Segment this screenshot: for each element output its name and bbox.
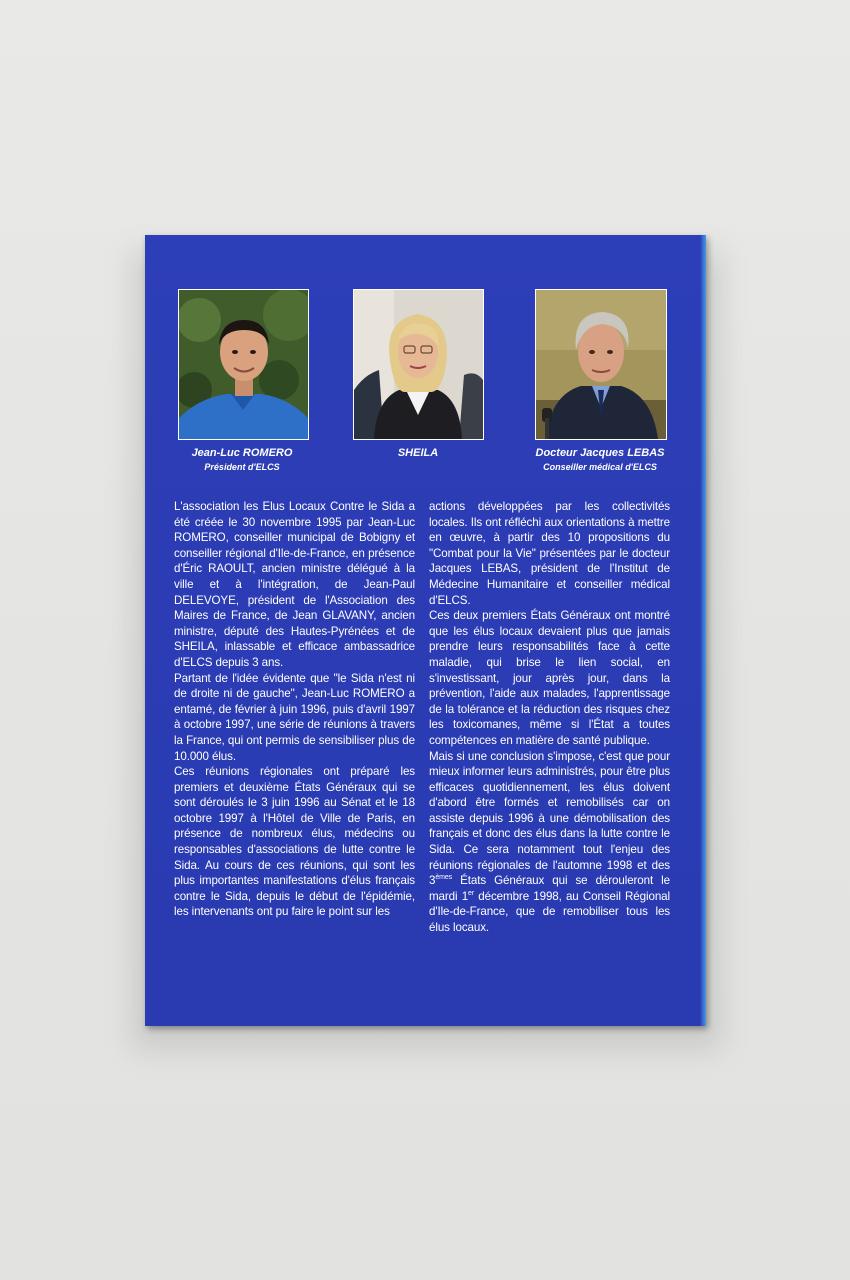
portrait-photo-lebas [535,289,667,440]
caption-romero [157,446,327,474]
paragraph: Ces deux premiers États Généraux ont montré que les élus locaux devaient plus que jamais prendre leurs responsabilités face à cette maladie, qui brise le lien social, en s'investissant, jour après jour, dans la prévention, l'aide aux malades, l'apprentissage de la tolérance et la réduction des risques chez les toxicomanes, même si l'État a toutes compétences en matière de santé publique. [429,609,670,747]
text-column-left [174,499,415,920]
caption-name: SHEILA [397,447,439,459]
text-run: Mais si une conclusion s'impose, c'est que pour mieux informer leurs administrés, pour être plus efficaces quotidiennement, les élus doivent d'abord être formés et remobilisés car on assiste depuis 1996 à une démobilisation des français et donc des élus dans la lutte contre le Sida. Ce sera notamment tout l'enjeu des réunions régionales de l'automne 1998 et des 3 [429,749,670,888]
caption-name: Docteur Jacques LEBAS [535,447,665,459]
caption-role: Conseiller médical d'ELCS [543,462,657,472]
paragraph: actions développées par les collectivités locales. Ils ont réfléchi aux orientations à mettre en œuvre, à partir des 10 propositions du "Combat pour la Vie" présentées par le docteur Jacques LEBAS, président de l'Institut de Médecine Humanitaire et conseiller médical d'ELCS. [429,500,670,607]
paragraph: Ces réunions régionales ont préparé les premiers et deuxième États Généraux qui se sont déroulés le 3 juin 1996 au Sénat et le 18 octobre 1997 à l'Hôtel de Ville de Paris, en présence de nombreux élus, médecins ou responsables d'associations de lutte contre le Sida. Au cours de ces réunions, qui sont les plus importantes manifestations d'élus français contre le Sida, depuis le début de l'épidémie, les intervenants ont pu faire le point sur les [174,765,415,919]
text-column-right [429,499,670,936]
book-page-edge [700,235,706,1026]
portrait-photo-romero [178,289,309,440]
text-run: États Généraux qui se dérouleront le mardi 1 [429,874,670,903]
book-back-cover [145,235,706,1026]
paragraph [429,749,670,936]
portrait-photo-sheila [353,289,484,440]
caption-name: Jean-Luc ROMERO [191,447,293,459]
superscript: èmes [435,874,453,882]
caption-sheila [333,446,503,460]
caption-role: Président d'ELCS [204,462,280,472]
text-run: décembre 1998, au Conseil Régional d'Ile-de-France, que de remobiliser tous les élus locaux. [429,889,670,935]
paragraph: L'association les Elus Locaux Contre le Sida a été créée le 30 novembre 1995 par Jean-Luc ROMERO, conseiller municipal de Bobigny et conseiller régional d'Ile-de-France, en présence d'Éric RAOULT, ancien ministre délégué à la ville et à l'intégration, de Jean-Paul DELEVOYE, président de l'Association des Maires de France, de Jean GLAVANY, ancien ministre, député des Hautes-Pyrénées et de SHEILA, inlassable et efficace ambassadrice d'ELCS depuis 3 ans. [174,500,415,669]
caption-lebas [515,446,685,474]
superscript: er [468,889,475,897]
paragraph: Partant de l'idée évidente que "le Sida n'est ni de droite ni de gauche", Jean-Luc ROMERO a entamé, de février à juin 1996, puis d'avril 1997 à octobre 1997, une série de réunions à travers la France, qui ont permis de sensibiliser plus de 10.000 élus. [174,671,415,763]
